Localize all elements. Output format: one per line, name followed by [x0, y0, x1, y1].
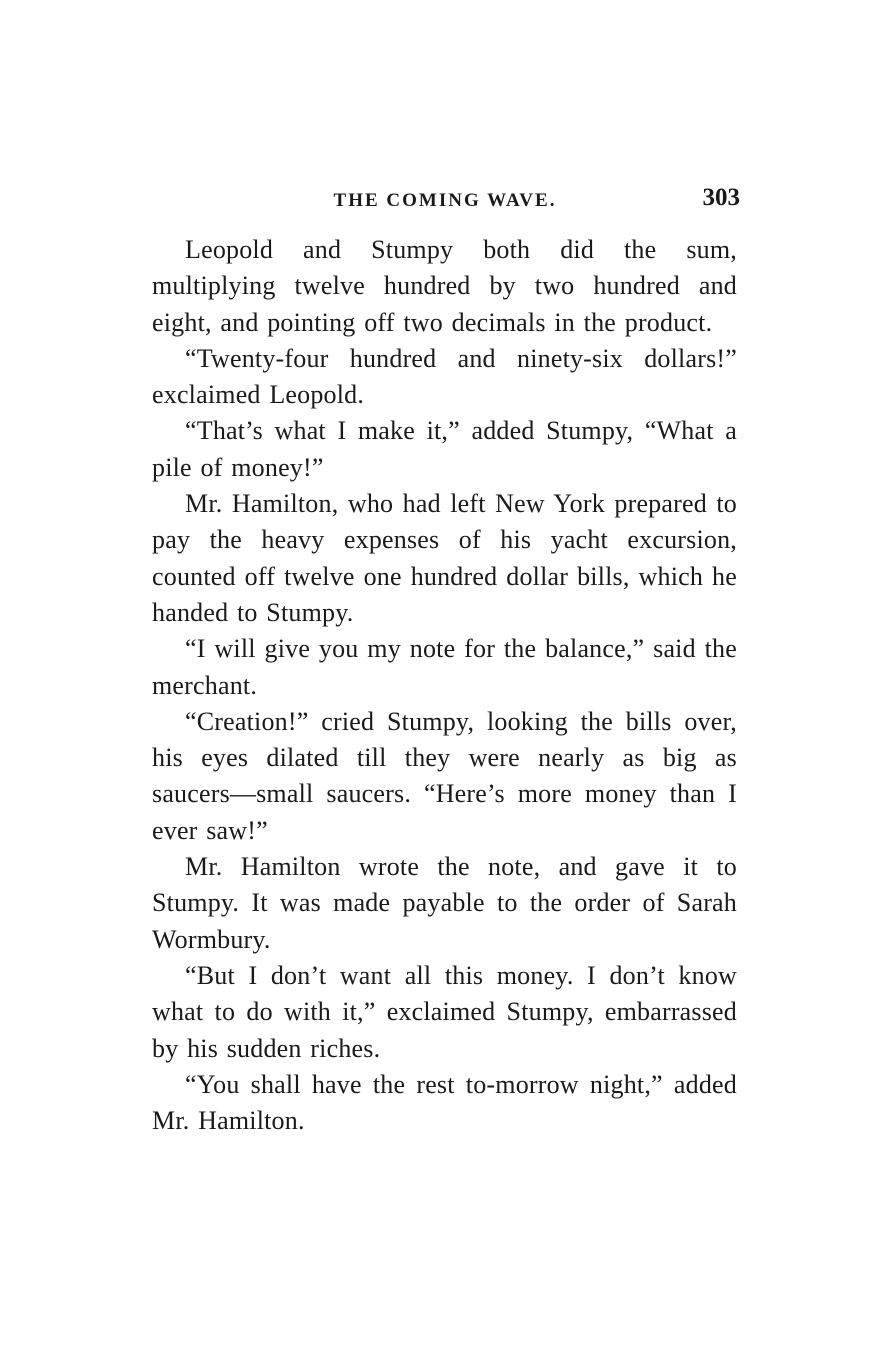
paragraph: Mr. Hamilton, who had left New York prepared to pay the heavy expenses of his yacht excursion, counted off twelve one hundred dollar bills, which he handed to Stumpy.	[152, 489, 737, 627]
paragraph: “I will give you my note for the balance,” said the merchant.	[152, 634, 737, 700]
paragraph: Mr. Hamilton wrote the note, and gave it to Stumpy. It was made payable to the order of Sarah Wormbury.	[152, 852, 737, 954]
paragraph: Leopold and Stumpy both did the sum, multiplying twelve hundred by two hundred and eight, and pointing off two decimals in the product.	[152, 235, 737, 337]
paragraph: “Twenty-four hundred and ninety-six dollars!” exclaimed Leopold.	[152, 343, 737, 410]
running-head	[150, 182, 740, 222]
paragraph: “You shall have the rest to-morrow night,” added Mr. Hamilton.	[152, 1069, 737, 1136]
paragraph: “That’s what I make it,” added Stumpy, “What a pile of money!”	[152, 416, 737, 482]
page-number: 303	[702, 184, 740, 211]
body-text	[152, 232, 737, 1139]
paragraph: “Creation!” cried Stumpy, looking the bills over, his eyes dilated till they were nearly as big as saucers—small saucers. “Here’s more money than I ever saw!”	[152, 706, 737, 845]
running-title: THE COMING WAVE.	[333, 190, 557, 211]
paragraph: “But I don’t want all this money. I don’t know what to do with it,” exclaimed Stumpy, embarrassed by his sudden riches.	[152, 960, 737, 1063]
